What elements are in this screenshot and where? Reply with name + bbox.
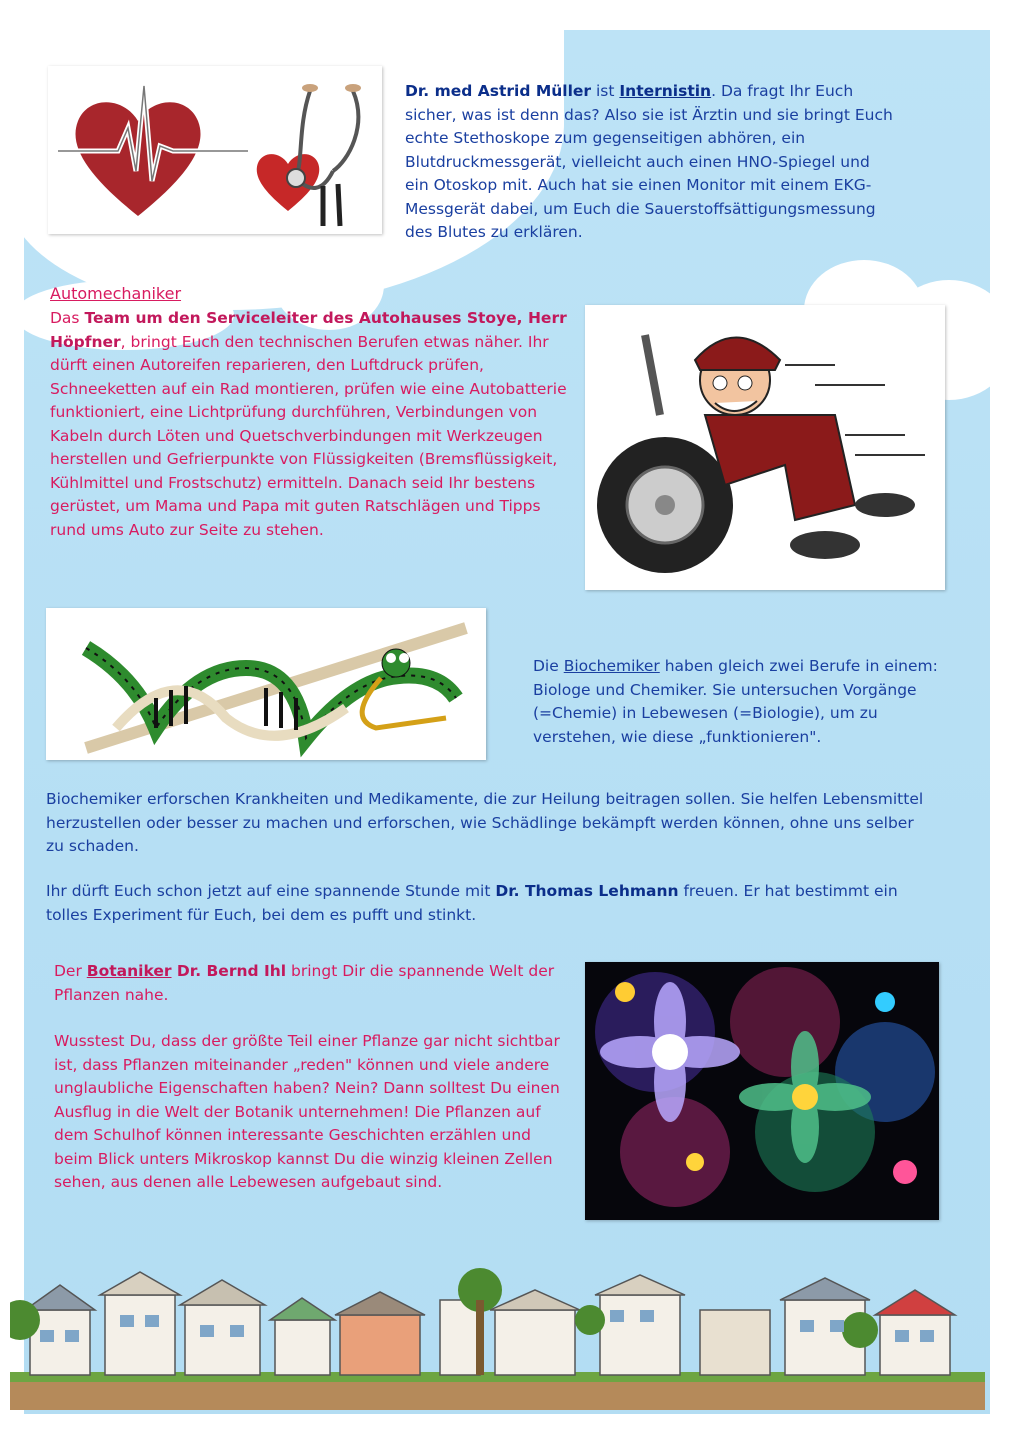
mechanic-paragraph: Das Team um den Serviceleiter des Autohauses Stoye, Herr Höpfner, bringt Euch den technischen Berufen etwas näher. Ihr dürft einen Autoreifen reparieren, den Luftdruck prüfen, Schneeketten auf ein Rad montieren, prüfen wie eine Autobatterie funktioniert, eine Lichtprüfung durchführen, Verbindungen von Kabeln durch Löten und Quetschverbindungen mit Werkzeugen herstellen und Gefrierpunkte von Flüssigkeiten (Bremsflüssigkeit, Kühlmittel und Frostschutz) ermitteln. Danach seid Ihr bestens gerüstet, um Mama und Papa mit guten Ratschlägen und Tipps rund ums Auto zur Seite zu stehen. <box>50 309 567 539</box>
heart-stethoscope-image <box>48 66 382 234</box>
fractal-flowers-image <box>585 962 939 1220</box>
internist-name: Dr. med Astrid Müller <box>405 82 592 100</box>
mechanic-image <box>585 305 945 590</box>
town-footer <box>10 1260 985 1410</box>
biochem-teacher-name: Dr. Thomas Lehmann <box>495 882 679 900</box>
dna-snake-icon <box>46 608 486 760</box>
internist-role: Internistin <box>619 82 712 100</box>
town-houses-icon <box>10 1260 985 1410</box>
botanist-paragraph-2: Wusstest Du, dass der größte Teil einer Pflanze gar nicht sichtbar ist, dass Pflanzen miteinander „reden" können und viele andere unglaubliche Eigenschaften haben? Nein? Dann solltest Du einen Ausflug in die Welt der Botanik unternehmen! Die Pflanzen auf dem Schulhof können interessante Geschichten erzählen und beim Blick unters Mikroskop kannst Du die winzig kleinen Zellen sehen, aus denen alle Lebewesen aufgebaut sind. <box>54 1032 560 1191</box>
internist-paragraph: Dr. med Astrid Müller ist Internistin. Da fragt Ihr Euch sicher, was ist denn das? Also sie ist Ärztin und sie bringt Euch echte Stethoskope zum gegenseitigen abhören, ein Blutdruckmessgerät, vielleicht auch einen HNO-Spiegel und ein Otoskop mit. Auch hat sie einen Monitor mit einem EKG- Messgerät dabei, um Euch die Sauerstoffsättigungsmessung des Blutes zu erklären. <box>405 82 893 241</box>
biochem-paragraph-2: Biochemiker erforschen Krankheiten und Medikamente, die zur Heilung beitragen sollen. Sie helfen Lebensmittel herzustellen oder besser zu machen und erforschen, wie Schädlinge bekämpft werden können, ohne uns selber zu schaden. <box>46 790 924 855</box>
botanist-name: Dr. Bernd Ihl <box>171 962 287 980</box>
biochem-intro: Die Biochemiker haben gleich zwei Berufe in einem: Biologe und Chemiker. Sie untersuchen Vorgänge (=Chemie) in Lebewesen (=Biologie), um zu verstehen, wie diese „funktionieren". <box>533 657 938 746</box>
dna-snake-image <box>46 608 486 760</box>
mechanic-cartoon-icon <box>585 305 945 590</box>
heart-icon <box>48 66 382 234</box>
botanist-role: Botaniker <box>86 962 172 980</box>
mechanic-heading: Automechaniker <box>50 284 182 303</box>
biochem-paragraph-3: Ihr dürft Euch schon jetzt auf eine spannende Stunde mit Dr. Thomas Lehmann freuen. Er hat bestimmt ein tolles Experiment für Euch, bei dem es pufft und stinkt. <box>46 882 898 924</box>
botanist-intro: Der Botaniker Dr. Bernd Ihl bringt Dir die spannende Welt der Pflanzen nahe. <box>54 962 555 1004</box>
mechanic-team: Team um den Serviceleiter des Autohauses Stoye, Herr Höpfner <box>50 309 567 351</box>
biochem-role: Biochemiker <box>563 657 660 675</box>
flowers-icon <box>585 962 939 1220</box>
